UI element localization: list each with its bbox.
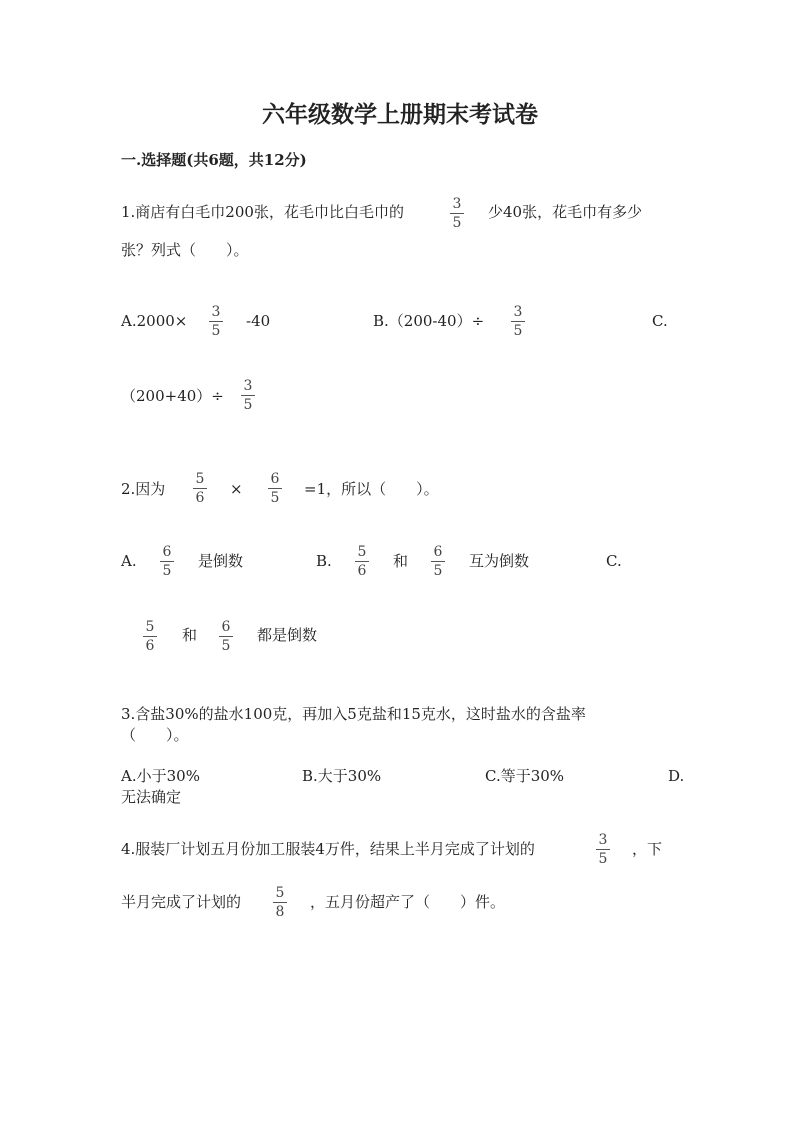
q4-stem-line2-a: 半月完成了计划的 bbox=[121, 893, 242, 911]
q2-stem-label: 2.因为 bbox=[121, 480, 166, 498]
q2-option-a-text: 是倒数 bbox=[198, 552, 244, 570]
q2-option-c-fraction-2: 6 5 bbox=[216, 619, 236, 654]
q1-option-a-suffix: -40 bbox=[246, 312, 271, 330]
q4-stem-line2-b: ，五月份超产了（ ）件。 bbox=[310, 893, 506, 911]
q2-option-b-fraction-1: 5 6 bbox=[352, 544, 372, 579]
q3-stem-line1: 3.含盐30%的盐水100克，再加入5克盐和15克水，这时盐水的含盐率 bbox=[121, 705, 586, 723]
q2-option-a-label: A. bbox=[121, 552, 137, 570]
q3-option-c: C.等于30% bbox=[485, 767, 565, 785]
page-title: 六年级数学上册期末考试卷 bbox=[262, 101, 538, 128]
q1-option-b-fraction: 3 5 bbox=[508, 304, 528, 339]
q1-option-a-fraction: 3 5 bbox=[206, 304, 226, 339]
q1-option-c-fraction: 3 5 bbox=[238, 378, 258, 413]
section-heading: 一.选择题(共6题，共12分) bbox=[121, 151, 307, 169]
q2-option-b-fraction-2: 6 5 bbox=[428, 544, 448, 579]
q2-option-c-text: 都是倒数 bbox=[257, 626, 318, 644]
q2-fraction-1: 5 6 bbox=[190, 471, 210, 506]
q1-option-c-prefix: （200+40）÷ bbox=[121, 387, 224, 405]
q3-option-a: A.小于30% bbox=[121, 767, 200, 785]
q4-stem-part1: 4.服装厂计划五月份加工服装4万件，结果上半月完成了计划的 bbox=[121, 840, 535, 858]
q3-option-d-text: 无法确定 bbox=[121, 788, 182, 806]
q1-stem-fraction: 3 5 bbox=[447, 196, 467, 231]
q1-stem-line2: 张？列式（ ）。 bbox=[121, 241, 249, 259]
q2-option-b-label: B. bbox=[316, 552, 332, 570]
q1-option-c-label: C. bbox=[652, 312, 668, 330]
q3-option-b: B.大于30% bbox=[302, 767, 382, 785]
q1-option-b-prefix: B.（200-40）÷ bbox=[373, 312, 485, 330]
q2-option-a-fraction: 6 5 bbox=[157, 544, 177, 579]
q2-option-c-and: 和 bbox=[182, 626, 198, 644]
q1-option-a-prefix: A.2000× bbox=[121, 312, 188, 330]
q4-stem-fraction-1: 3 5 bbox=[593, 832, 613, 867]
q4-stem-part2: ，下 bbox=[632, 840, 663, 858]
q2-stem-suffix: =1，所以（ ）。 bbox=[304, 480, 439, 498]
q2-times-sign: × bbox=[230, 480, 243, 498]
q1-stem-part2: 少40张，花毛巾有多少 bbox=[488, 203, 643, 221]
q1-stem-part1: 1.商店有白毛巾200张，花毛巾比白毛巾的 bbox=[121, 203, 404, 221]
q3-option-d-label: D. bbox=[668, 767, 685, 785]
q4-stem-fraction-2: 5 8 bbox=[270, 885, 290, 920]
q2-fraction-2: 6 5 bbox=[265, 471, 285, 506]
q2-option-c-fraction-1: 5 6 bbox=[140, 619, 160, 654]
q2-option-c-label: C. bbox=[606, 552, 622, 570]
q3-stem-line2: （ ）。 bbox=[121, 726, 189, 744]
q2-option-b-text: 互为倒数 bbox=[469, 552, 530, 570]
q2-option-b-and: 和 bbox=[393, 552, 409, 570]
